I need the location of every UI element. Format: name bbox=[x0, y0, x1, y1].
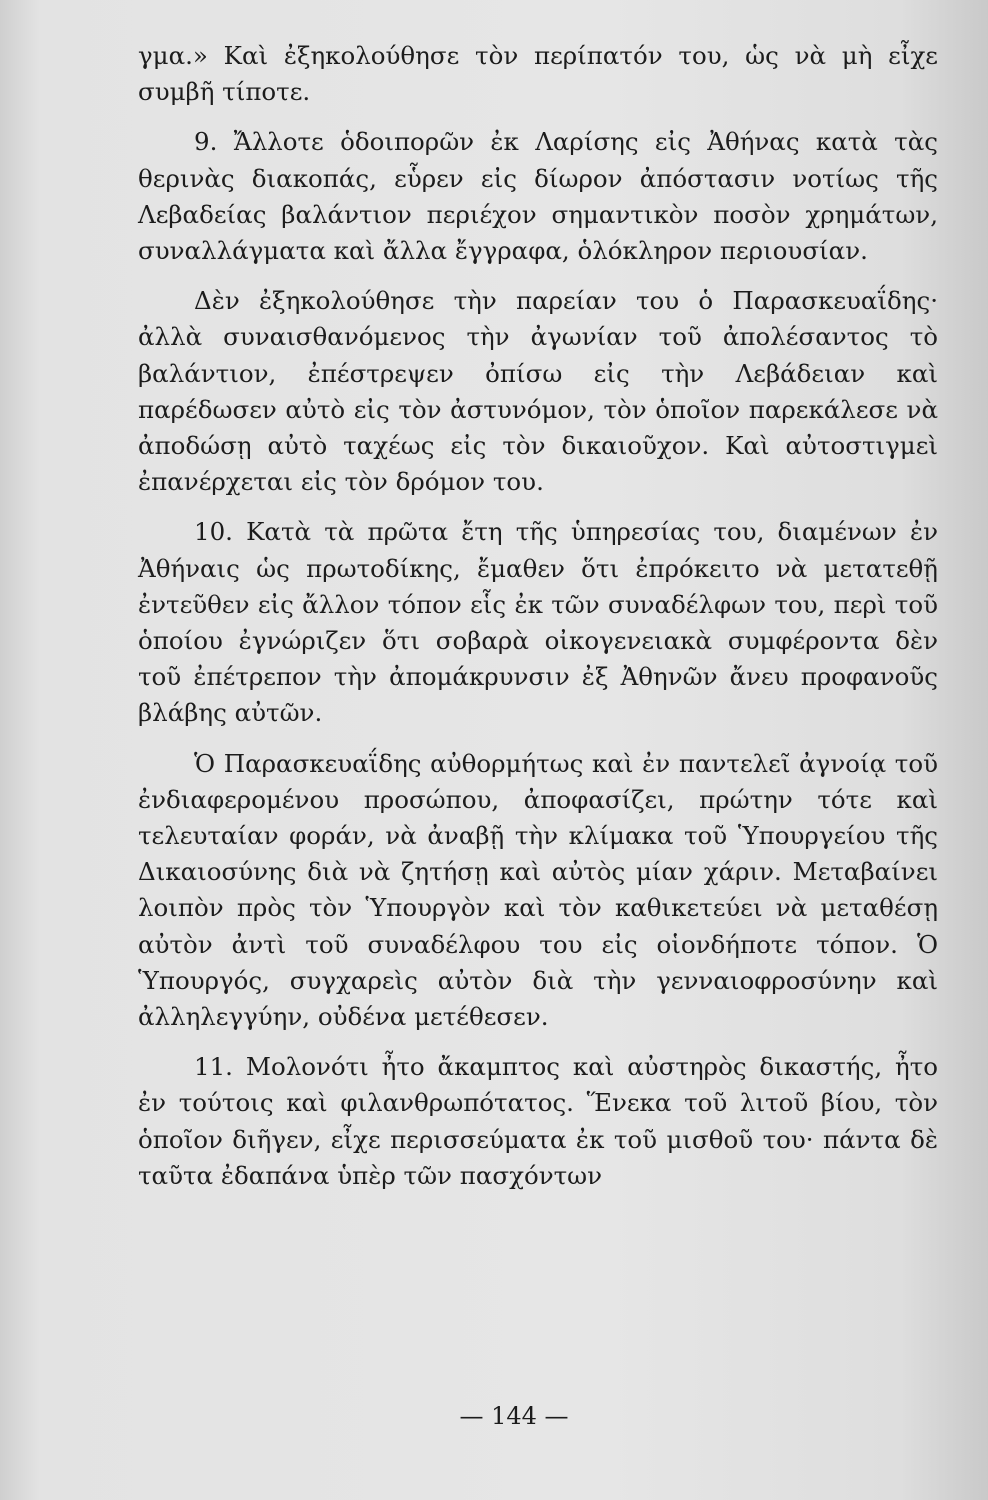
paragraph-9: 9. Ἄλλοτε ὁδοιπορῶν ἐκ Λαρίσης εἰς Ἀθήνας κατὰ τὰς θερινὰς διακοπάς, εὗρεν εἰς δίωρον ἀπόστασιν νοτίως τῆς Λεβαδείας βαλάντιον περιέχον σημαντικὸν ποσὸν χρημάτων, συναλλάγματα καὶ ἄλλα ἔγγραφα, ὁλόκληρον περιουσίαν. bbox=[138, 127, 938, 266]
body-text bbox=[138, 38, 938, 1194]
paragraph-continuation: γμα.» Καὶ ἐξηκολούθησε τὸν περίπατόν του, ὡς νὰ μὴ εἶχε συμβῆ τίποτε. bbox=[138, 41, 938, 107]
paragraph-minister-visit: Ὁ Παρασκευαΐδης αὐθορμήτως καὶ ἐν παντελεῖ ἀγνοίᾳ τοῦ ἐνδιαφερομένου προσώπου, ἀποφασίζει, πρώτην τότε καὶ τελευταίαν φοράν, νὰ ἀναβῇ τὴν κλίμακα τοῦ Ὑπουργείου τῆς Δικαιοσύνης διὰ νὰ ζητήσῃ καὶ αὐτὸς μίαν χάριν. Μεταβαίνει λοιπὸν πρὸς τὸν Ὑπουργὸν καὶ τὸν καθικετεύει νὰ μεταθέσῃ αὐτὸν ἀντὶ τοῦ συναδέλφου του εἰς οἱονδήποτε τόπον. Ὁ Ὑπουργός, συγχαρεὶς αὐτὸν διὰ τὴν γενναιοφροσύνην καὶ ἀλληλεγγύην, οὐδένα μετέθεσεν. bbox=[138, 748, 938, 1032]
paragraph-10: 10. Κατὰ τὰ πρῶτα ἔτη τῆς ὑπηρεσίας του, διαμένων ἐν Ἀθήναις ὡς πρωτοδίκης, ἔμαθεν ὅτι ἐπρόκειτο νὰ μετατεθῇ ἐντεῦθεν εἰς ἄλλον τόπον εἷς ἐκ τῶν συναδέλφων του, περὶ τοῦ ὁποίου ἐγνώριζεν ὅτι σοβαρὰ οἰκογενειακὰ συμφέροντα δὲν τοῦ ἐπέτρεπον τὴν ἀπομάκρυνσιν ἐξ Ἀθηνῶν ἄνευ προφανοῦς βλάβης αὐτῶν. bbox=[138, 517, 938, 728]
paragraph-11: 11. Μολονότι ἦτο ἄκαμπτος καὶ αὐστηρὸς δικαστής, ἦτο ἐν τούτοις καὶ φιλανθρωπότατος. Ἕνεκα τοῦ λιτοῦ βίου, τὸν ὁποῖον διῆγεν, εἶχε περισσεύματα ἐκ τοῦ μισθοῦ του· πάντα δὲ ταῦτα ἐδαπάνα ὑπὲρ τῶν πασχόντων bbox=[138, 1052, 938, 1190]
paragraph-return-purse: Δὲν ἐξηκολούθησε τὴν παρείαν του ὁ Παρασκευαΐδης· ἀλλὰ συναισθανόμενος τὴν ἀγωνίαν τοῦ ἀπολέσαντος τὸ βαλάντιον, ἐπέστρεψεν ὀπίσω εἰς τὴν Λεβάδειαν καὶ παρέδωσεν αὐτὸ εἰς τὸν ἀστυνόμον, τὸν ὁποῖον παρεκάλεσε νὰ ἀποδώσῃ αὐτὸ ταχέως εἰς τὸν δικαιοῦχον. Καὶ αὐτοστιγμεὶ ἐπανέρχεται εἰς τὸν δρόμον του. bbox=[138, 286, 938, 497]
page-number: — 144 — bbox=[459, 1402, 569, 1430]
